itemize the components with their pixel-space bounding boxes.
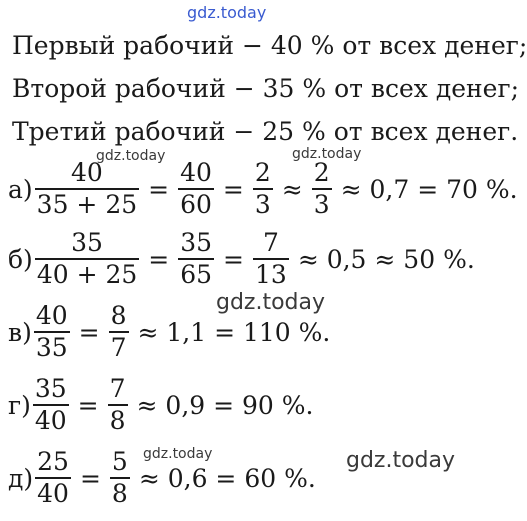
watermark-bottom-right: gdz.today (346, 448, 456, 473)
item-a-fraction-3 (253, 160, 273, 219)
item-b-fraction-1-denominator: 40 + 25 (36, 260, 138, 290)
equals-sign: = (78, 317, 100, 347)
item-a-fraction-2-numerator: 40 (180, 158, 212, 187)
item-g-fraction-2-denominator: 8 (109, 406, 126, 436)
equals-sign: = (222, 174, 244, 204)
item-g-fraction-1-denominator: 40 (34, 406, 67, 436)
item-b-label: б) (8, 244, 33, 274)
item-v-fraction-1 (34, 303, 70, 362)
equals-sign: = (148, 244, 170, 274)
item-a-fraction-4-numerator: 2 (313, 158, 330, 187)
item-g-fraction-2-numerator: 7 (109, 374, 126, 403)
item-v-fraction-2-numerator: 8 (110, 301, 127, 330)
item-a-fraction-3-denominator: 3 (254, 190, 271, 220)
item-v (8, 303, 330, 362)
item-v-fraction-1-numerator: 40 (35, 301, 68, 330)
item-b-fraction-2 (178, 230, 214, 289)
item-a-fraction-1-denominator: 35 + 25 (36, 190, 138, 220)
item-b-fraction-3 (253, 230, 289, 289)
item-a-fraction-1 (35, 160, 139, 219)
statement-worker-2: Второй рабочий − 35 % от всех денег; (12, 74, 519, 103)
item-a-label: а) (8, 174, 33, 204)
item-a (8, 160, 518, 219)
watermark-middle: gdz.today (216, 290, 326, 315)
item-a-fraction-3-numerator: 2 (254, 158, 271, 187)
equals-sign: = (79, 463, 101, 493)
item-b (8, 230, 475, 289)
watermark-top: gdz.today (187, 3, 267, 22)
item-b-result: ≈ 0,5 ≈ 50 %. (297, 244, 475, 274)
item-d-fraction-2-numerator: 5 (111, 447, 128, 476)
statement-worker-1: Первый рабочий − 40 % от всех денег; (12, 31, 527, 60)
item-b-fraction-1 (35, 230, 139, 289)
item-d-result: ≈ 0,6 = 60 %. (138, 463, 316, 493)
watermark-a-right: gdz.today (292, 146, 362, 162)
item-d-fraction-1-numerator: 25 (37, 447, 69, 476)
item-g (8, 376, 313, 435)
item-a-result: ≈ 0,7 = 70 %. (340, 174, 518, 204)
item-b-fraction-3-numerator: 7 (262, 228, 279, 257)
item-d-fraction-1 (35, 449, 71, 508)
item-v-fraction-2 (109, 303, 129, 362)
item-d (8, 449, 316, 508)
item-b-fraction-1-numerator: 35 (71, 228, 103, 257)
equals-sign: = (148, 174, 170, 204)
item-b-fraction-2-denominator: 65 (180, 260, 213, 290)
watermark-d-left: gdz.today (143, 446, 213, 462)
item-g-fraction-2 (108, 376, 128, 435)
approx-sign: ≈ (281, 174, 303, 204)
item-g-fraction-1 (33, 376, 69, 435)
equals-sign: = (223, 244, 244, 274)
item-v-label: в) (8, 317, 32, 347)
item-d-fraction-1-denominator: 40 (37, 479, 69, 509)
item-v-fraction-1-denominator: 35 (35, 333, 68, 363)
item-d-fraction-2-denominator: 8 (111, 479, 128, 509)
item-v-result: ≈ 1,1 = 110 %. (137, 317, 331, 347)
item-d-label: д) (8, 463, 34, 493)
item-g-fraction-1-numerator: 35 (34, 374, 67, 403)
statement-worker-3: Третий рабочий − 25 % от всех денег. (12, 117, 519, 146)
item-a-fraction-2-denominator: 60 (180, 190, 212, 220)
item-a-fraction-4-denominator: 3 (313, 190, 330, 220)
item-a-fraction-2 (178, 160, 214, 219)
item-b-fraction-3-denominator: 13 (255, 260, 287, 290)
item-a-fraction-4 (312, 160, 332, 219)
equals-sign: = (77, 390, 99, 420)
item-v-fraction-2-denominator: 7 (110, 333, 127, 363)
item-g-label: г) (8, 390, 31, 420)
watermark-a-left: gdz.today (96, 148, 166, 164)
item-a-fraction-1-numerator: 40 (71, 158, 103, 187)
item-b-fraction-2-numerator: 35 (180, 228, 213, 257)
item-d-fraction-2 (110, 449, 130, 508)
item-g-result: ≈ 0,9 = 90 %. (136, 390, 314, 420)
